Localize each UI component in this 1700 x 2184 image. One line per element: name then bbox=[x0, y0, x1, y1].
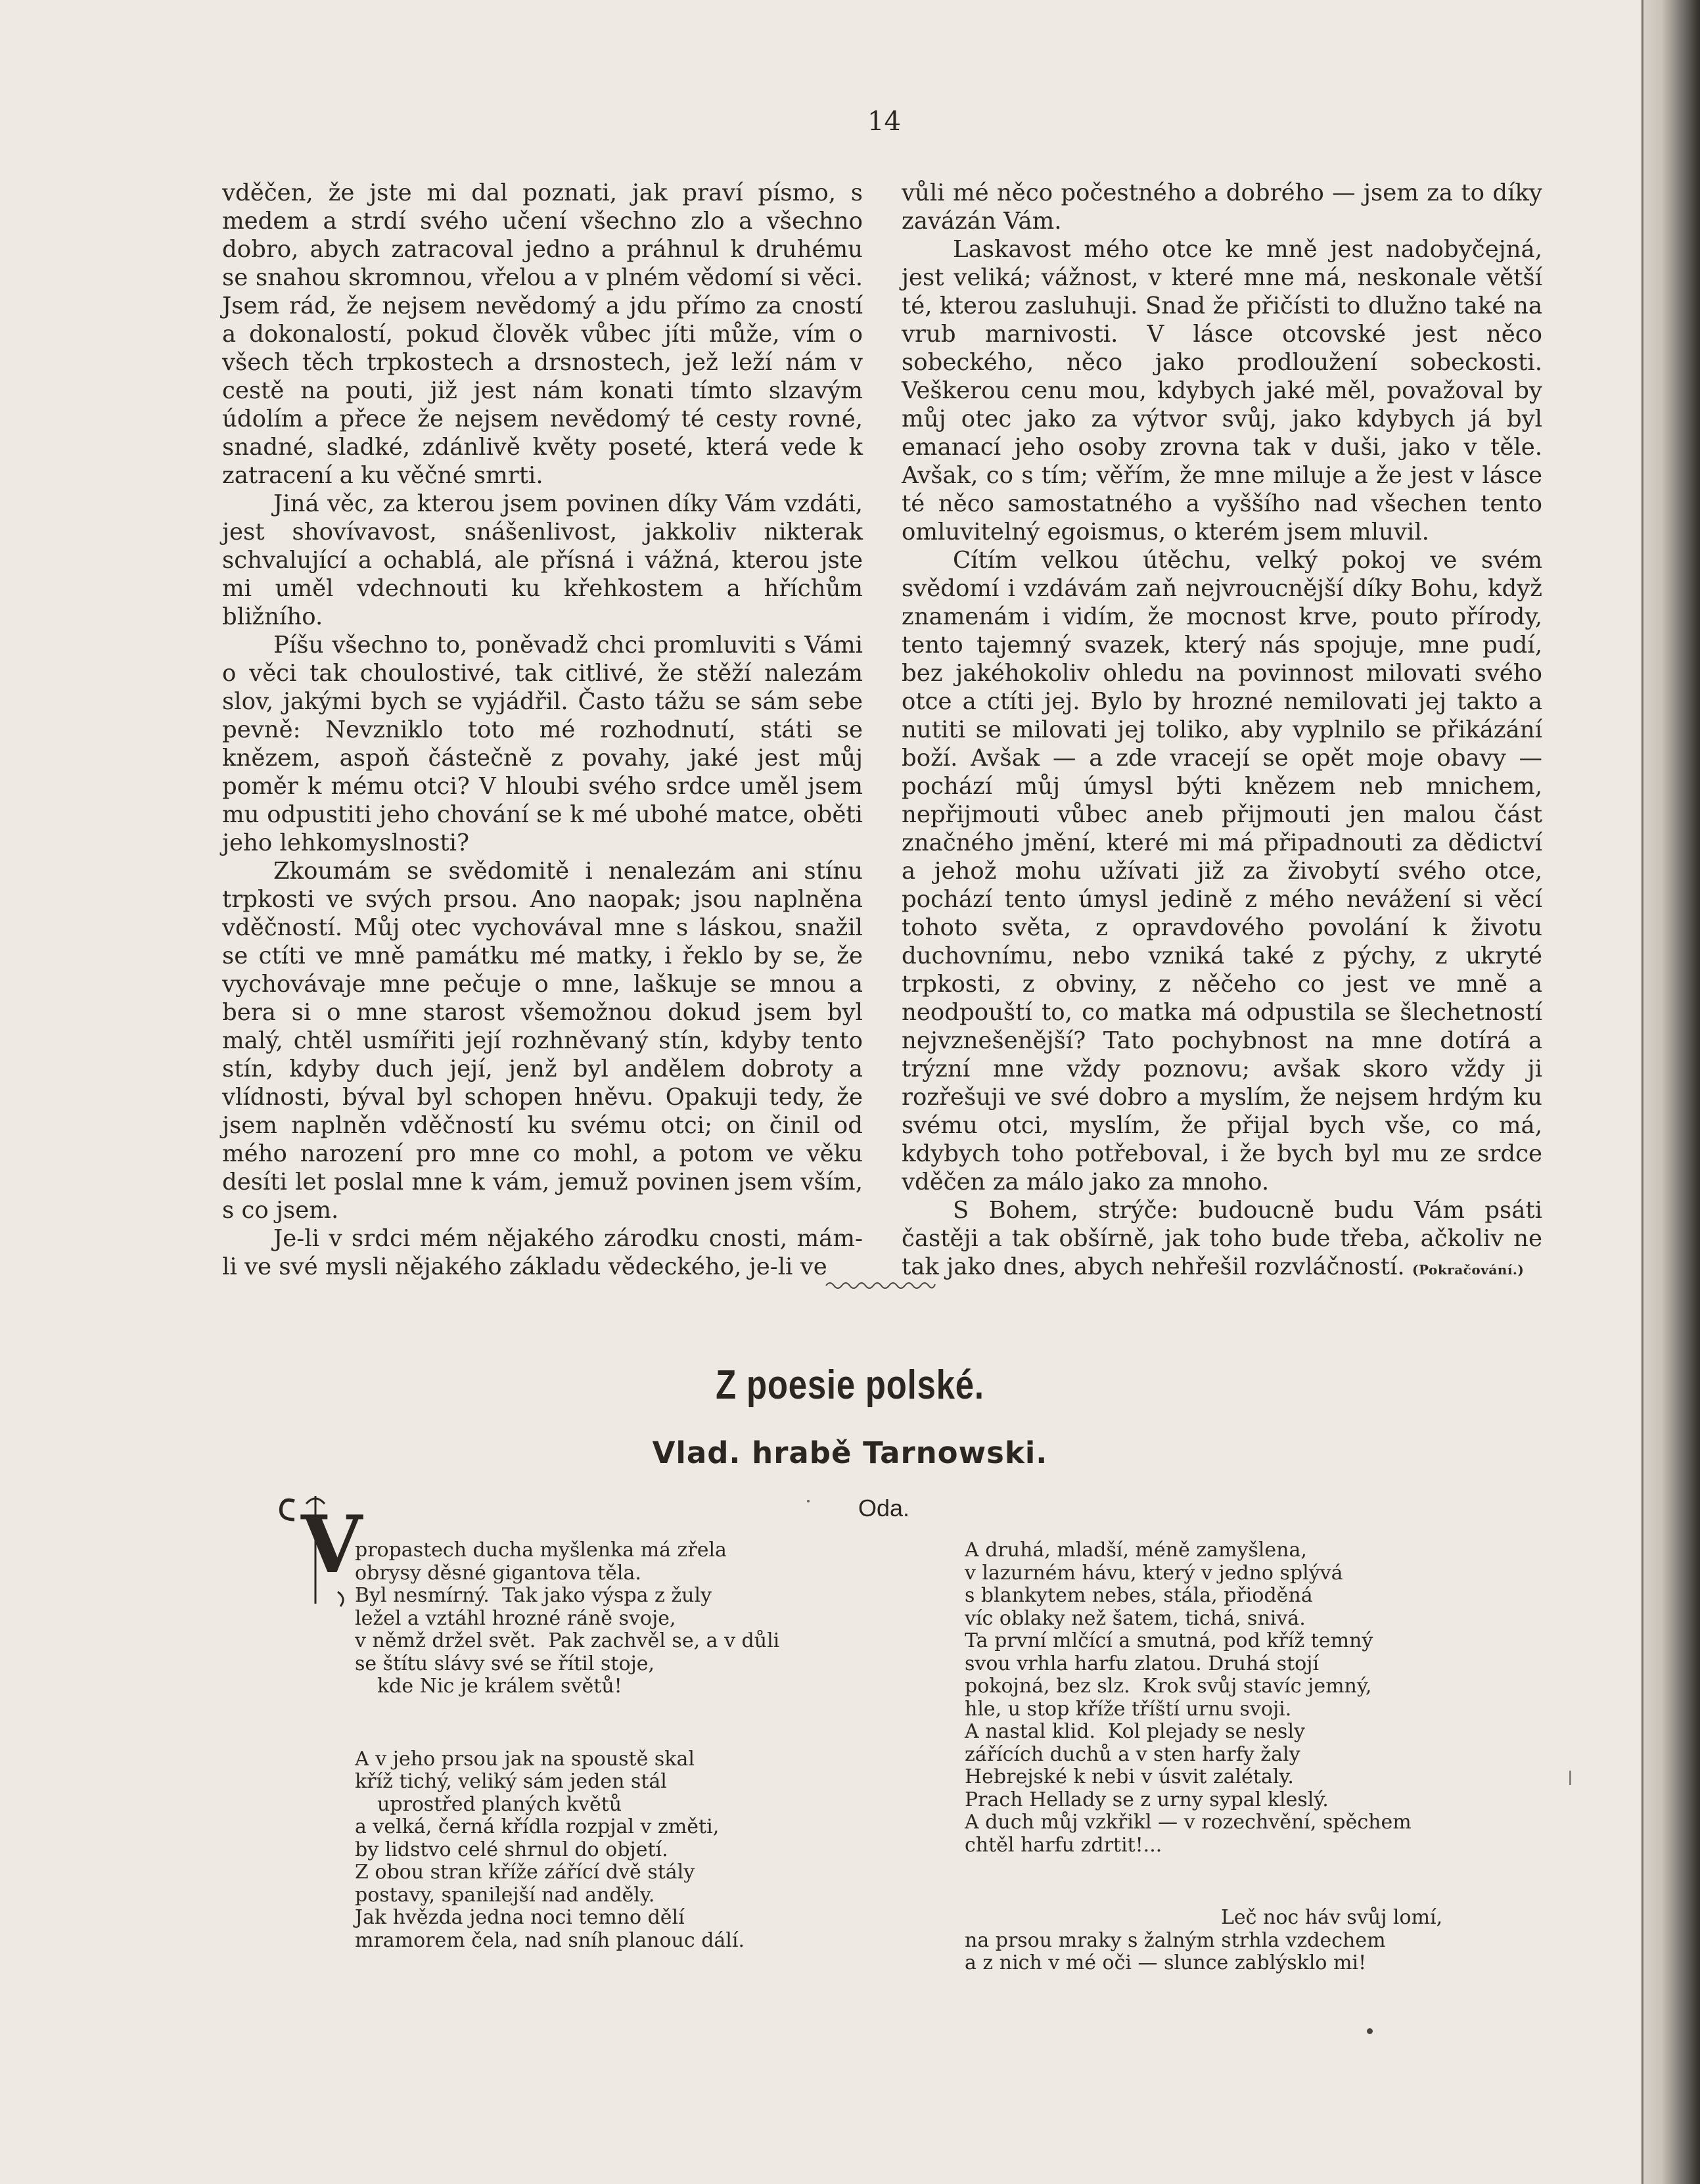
paragraph bbox=[902, 1196, 1542, 1284]
prose-column-left bbox=[222, 179, 863, 1281]
poem-line: chtěl harfu zdrtit!... bbox=[965, 1833, 1162, 1857]
paragraph: Cítím velkou útěchu, velký pokoj ve svém svědomí i vzdávám zaň nejvroucnější díky Bohu, když znamenám i vidím, že mocnost krve, pouto přírody, tento tajemný svazek, který nás spojuje, mne pudí, bez jakéhokoliv ohledu na povinnost milovati svého otce a ctíti jej. Bylo by hrozné nemilovati jej takto a nutiti se milovati jej toliko, aby vyplnilo se přikázání boží. Avšak — a zde vracejí se opět moje obavy — pochází můj úmysl býti knězem neb mnichem, nepřijmouti vůbec aneb přijmouti jen malou část značného jmění, které mi má připadnouti za dědictví a jehož mohu užívati již za živobytí svého otce, pochází tento úmysl jedině z mého nevážení si věcí tohoto světa, z opravdového povolání k životu duchovnímu, nebo vzniká také z pýchy, z ukryté trpkosti, z obviny, z něčeho co jest ve mně a neodpouští to, co matka má odpustila se šlechetností nejvznešenější? Tato pochybnost na mne dotírá a trýzní mne vždy poznovu; avšak skoro vždy ji rozřešuji ve své dobro a myslím, že nejsem hrdým ku svému otci, myslím, že přijal bych vše, co má, kdybych toho potřeboval, i že bych byl mu ze srdce vděčen za málo jako za mnoho. bbox=[902, 547, 1542, 1196]
poem-stanza bbox=[355, 1539, 779, 1698]
poem-line: propastech ducha myšlenka má zřela bbox=[355, 1539, 727, 1562]
poem-line: Ta první mlčící a smutná, pod kříž temný bbox=[965, 1629, 1373, 1652]
paper-speck bbox=[807, 1500, 810, 1502]
poem-stanza bbox=[965, 1539, 1442, 1857]
poem-line: A v jeho prsou jak na spoustě skal bbox=[355, 1747, 695, 1771]
poem-line: ležel a vztáhl hrozné ráně svoje, bbox=[355, 1606, 676, 1630]
paragraph: Je-li v srdci mém nějakého zárodku cnosti, mám-li ve své mysli nějakého základu vědeckého, je-li ve bbox=[222, 1225, 863, 1280]
book-binding-edge bbox=[1641, 0, 1700, 2184]
ornamental-divider bbox=[825, 1278, 936, 1292]
poem-column-right bbox=[965, 1539, 1442, 1975]
poem-line: Leč noc háv svůj lomí, bbox=[1221, 1906, 1443, 1929]
poem-line: se štítu slávy své se řítil stoje, bbox=[355, 1652, 655, 1675]
poem-line: Byl nesmírný. Tak jako výspa z žuly bbox=[355, 1584, 712, 1607]
poem-line: v lazurném hávu, který v jedno splývá bbox=[965, 1561, 1343, 1585]
poem-line: Jak hvězda jedna noci temno dělí bbox=[355, 1906, 685, 1929]
poem-author: Vlad. hrabě Tarnowski. bbox=[652, 1435, 1048, 1470]
paragraph: Píšu všechno to, poněvadž chci promluviti s Vámi o věci tak choulostivé, tak citlivé, že stěží nalezám slov, jakými bych se vyjádřil. Často tážu se sám sebe pevně: Nevzniklo toto mé rozhodnutí, státi se knězem, aspoň částečně z povahy, jaké jest můj poměr k mému otci? V hloubi svého srdce uměl jsem mu odpustiti jeho chování se k mé ubohé matce, oběti jeho lehkomyslnosti? bbox=[222, 632, 863, 856]
page-number: 14 bbox=[867, 106, 901, 137]
poem-line: a z nich v mé oči — slunce zablýsklo mi! bbox=[965, 1951, 1367, 1974]
poem-line: uprostřed planých květů bbox=[377, 1792, 622, 1816]
paragraph: Laskavost mého otce ke mně jest nadobyčejná, jest veliká; vážnost, v které mne má, neskonale větší té, kterou zasluhuji. Snad že přičísti to dlužno také na vrub marnivosti. V lásce otcovské jest něco sobeckého, něco jako prodloužení sobeckosti. Veškerou cenu mou, kdybych jaké měl, považoval by můj otec jako za výtvor svůj, jako kdybych já byl emanací jeho osoby zrovna tak v duši, jako v těle. Avšak, co s tím; věřím, že mne miluje a že jest v lásce té něco samostatného a vyššího nad všechen tento omluvitelný egoismus, o kterém jsem mluvil. bbox=[902, 236, 1542, 546]
section-title: Z poesie polské. bbox=[716, 1362, 984, 1408]
continuation-note: (Pokračování.) bbox=[1412, 1262, 1525, 1278]
poem-line: Z obou stran kříže zářící dvě stály bbox=[355, 1861, 695, 1884]
paper-mark bbox=[1569, 1771, 1571, 1785]
poem-line: kde Nic je králem světů! bbox=[377, 1675, 622, 1698]
prose-column-right bbox=[902, 179, 1542, 1284]
poem-line: a velká, černá křídla rozpjal v změti, bbox=[355, 1815, 720, 1838]
poem-column-left bbox=[355, 1539, 779, 1952]
poem-line: víc oblaky než šatem, tichá, snivá. bbox=[965, 1606, 1306, 1630]
paragraph: vůli mé něco počestného a dobrého — jsem za to díky zavázán Vám. bbox=[902, 179, 1542, 235]
poem-line: A duch můj vzkřikl — v rozechvění, spěchem bbox=[965, 1811, 1412, 1834]
poem-line: by lidstvo celé shrnul do objetí. bbox=[355, 1838, 668, 1861]
poem-line: v němž držel svět. Pak zachvěl se, a v důli bbox=[355, 1629, 780, 1652]
poem-line: mramorem čela, nad sníh planouc dálí. bbox=[355, 1928, 745, 1952]
poem-line: Prach Hellady se z urny sypal kleslý. bbox=[965, 1788, 1329, 1811]
poem-line: obrysy děsné gigantova těla. bbox=[355, 1561, 641, 1585]
poem-stanza bbox=[965, 1907, 1442, 1975]
poem-line: zářících duchů a v sten harfy žaly bbox=[965, 1742, 1300, 1766]
paragraph: Zkoumám se svědomitě i nenalezám ani stínu trpkosti ve svých prsou. Ano naopak; jsou naplněna vděčností. Můj otec vychovával mne s láskou, snažil se ctíti ve mně památku mé matky, i řeklo by se, že vychovávaje mne pečuje o mne, laškuje se mnou a bera si o mne starost všemožnou dokud jsem byl malý, chtěl usmířiti její rozhněvaný stín, kdyby tento stín, kdyby duch její, jenž byl andělem dobroty a vlídnosti, býval byl schopen hněvu. Opakuji tedy, že jsem naplněn vděčností ku svému otci; on činil od mého narození pro mne co mohl, a potom ve věku desíti let poslal mne k vám, jemuž povinen jsem vším, s co jsem. bbox=[222, 858, 863, 1224]
drop-cap-letter: V bbox=[301, 1499, 363, 1591]
poem-line: na prsou mraky s žalným strhla vzdechem bbox=[965, 1928, 1386, 1952]
poem-line: kříž tichý, veliký sám jeden stál bbox=[355, 1770, 667, 1793]
poem-line: svou vrhla harfu zlatou. Druhá stojí bbox=[965, 1652, 1320, 1675]
paragraph: vděčen, že jste mi dal poznati, jak praví písmo, s medem a strdí svého učení všechno zlo a všechno dobro, abych zatracoval jedno a práhnul k druhému se snahou skromnou, vřelou a v plném vědomí si věci. Jsem rád, že nejsem nevědomý a jdu přímo za cností a dokonalostí, pokud člověk vůbec jíti může, vím o všech těch trpkostech a drsnostech, jež leží nám v cestě na pouti, již jest nám konati tímto slzavým údolím a přece že nejsem nevědomý té cesty rovné, snadné, sladké, zdánlivě květy poseté, která vede k zatracení a ku věčné smrti. bbox=[222, 179, 863, 489]
poem-line: pokojná, bez slz. Krok svůj stavíc jemný, bbox=[965, 1675, 1372, 1698]
poem-line: postavy, spanilejší nad anděly. bbox=[355, 1883, 655, 1907]
poem-line: hle, u stop kříže tříští urnu svoji. bbox=[965, 1697, 1292, 1721]
poem-line: Hebrejské k nebi v úsvit zalétaly. bbox=[965, 1765, 1294, 1788]
poem-line: A druhá, mladší, méně zamyšlena, bbox=[965, 1539, 1307, 1562]
poem-title: Oda. bbox=[858, 1495, 910, 1522]
ornamental-initial-drop-cap bbox=[275, 1493, 363, 1609]
paper-speck bbox=[1367, 2028, 1373, 2034]
poem-stanza bbox=[355, 1748, 779, 1953]
binding-shadow-line bbox=[1642, 0, 1643, 2184]
paragraph-text: S Bohem, strýče: budoucně budu Vám psáti častěji a tak obšírně, jak toho bude třeba, ačkoliv ne tak jako dnes, abych nehřešil rozvláčností. bbox=[902, 1197, 1542, 1280]
poem-line: s blankytem nebes, stála, přioděná bbox=[965, 1584, 1313, 1607]
paragraph: Jiná věc, za kterou jsem povinen díky Vám vzdáti, jest shovívavost, snášenlivost, jakkoliv nikterak schvalující a ochablá, ale přísná i vážná, kterou jste mi uměl vdechnouti ku křehkostem a hříchům bližního. bbox=[222, 490, 863, 630]
poem-line: A nastal klid. Kol plejady se nesly bbox=[965, 1720, 1305, 1743]
